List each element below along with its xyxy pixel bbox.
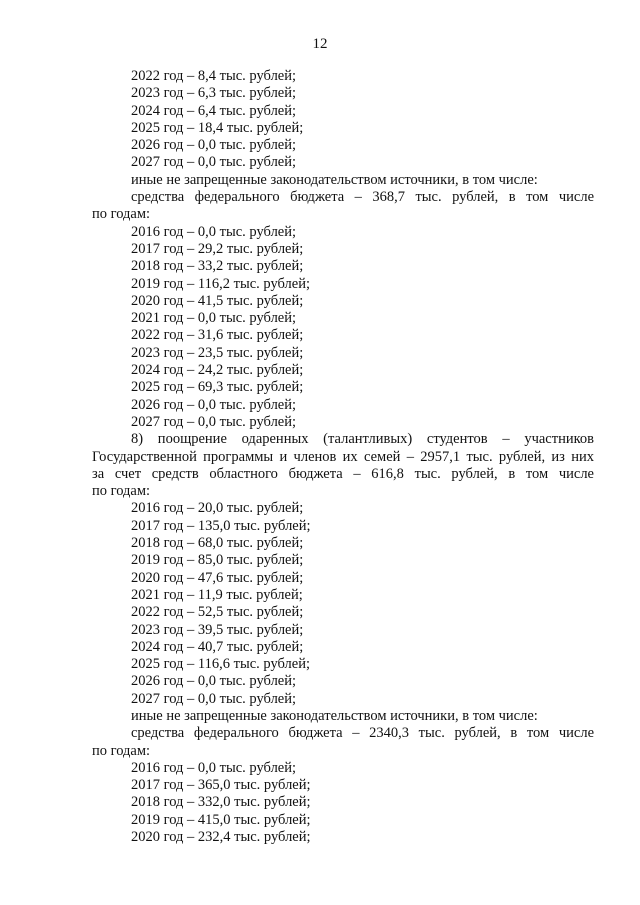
year-amount-line: 2018 год – 33,2 тыс. рублей; <box>131 258 304 275</box>
year-amount-line: 2019 год – 85,0 тыс. рублей; <box>131 552 304 569</box>
paragraph-line: 8) поощрение одаренных (талантливых) студентов – участников <box>131 431 594 448</box>
year-amount-line: 2026 год – 0,0 тыс. рублей; <box>131 137 297 154</box>
year-amount-line: 2027 год – 0,0 тыс. рублей; <box>131 413 297 430</box>
paragraph-line: иные не запрещенные законодательством источники, в том числе: <box>131 707 538 724</box>
year-amount-line: 2017 год – 29,2 тыс. рублей; <box>131 240 304 257</box>
year-amount-line: 2026 год – 0,0 тыс. рублей; <box>131 673 297 690</box>
year-amount-line: 2020 год – 47,6 тыс. рублей; <box>131 569 304 586</box>
year-amount-line: 2021 год – 11,9 тыс. рублей; <box>131 586 303 603</box>
year-amount-line: 2025 год – 116,6 тыс. рублей; <box>131 656 310 673</box>
year-amount-line: 2016 год – 0,0 тыс. рублей; <box>131 223 297 240</box>
year-amount-line: 2020 год – 232,4 тыс. рублей; <box>131 829 311 846</box>
year-amount-line: 2025 год – 69,3 тыс. рублей; <box>131 379 304 396</box>
paragraph-continuation-line: за счет средств областного бюджета – 616,8 тыс. рублей, в том числе <box>92 465 594 482</box>
year-amount-line: 2017 год – 365,0 тыс. рублей; <box>131 777 311 794</box>
year-amount-line: 2019 год – 415,0 тыс. рублей; <box>131 811 311 828</box>
year-amount-line: 2026 год – 0,0 тыс. рублей; <box>131 396 297 413</box>
year-amount-line: 2022 год – 52,5 тыс. рублей; <box>131 604 304 621</box>
year-amount-line: 2024 год – 24,2 тыс. рублей; <box>131 362 304 379</box>
year-amount-line: 2023 год – 6,3 тыс. рублей; <box>131 85 297 102</box>
year-amount-line: 2022 год – 31,6 тыс. рублей; <box>131 327 304 344</box>
year-amount-line: 2017 год – 135,0 тыс. рублей; <box>131 517 311 534</box>
year-amount-line: 2025 год – 18,4 тыс. рублей; <box>131 119 304 136</box>
year-amount-line: 2018 год – 68,0 тыс. рублей; <box>131 535 304 552</box>
paragraph-continuation-line: Государственной программы и членов их семей – 2957,1 тыс. рублей, из них <box>92 448 594 465</box>
paragraph-continuation-line: по годам: <box>92 483 151 500</box>
year-amount-line: 2027 год – 0,0 тыс. рублей; <box>131 690 297 707</box>
year-amount-line: 2023 год – 23,5 тыс. рублей; <box>131 344 304 361</box>
year-amount-line: 2019 год – 116,2 тыс. рублей; <box>131 275 310 292</box>
year-amount-line: 2016 год – 20,0 тыс. рублей; <box>131 500 304 517</box>
year-amount-line: 2018 год – 332,0 тыс. рублей; <box>131 794 311 811</box>
year-amount-line: 2021 год – 0,0 тыс. рублей; <box>131 310 297 327</box>
year-amount-line: 2027 год – 0,0 тыс. рублей; <box>131 154 297 171</box>
paragraph-continuation-line: по годам: <box>92 206 151 223</box>
year-amount-line: 2020 год – 41,5 тыс. рублей; <box>131 292 304 309</box>
year-amount-line: 2016 год – 0,0 тыс. рублей; <box>131 759 297 776</box>
year-amount-line: 2022 год – 8,4 тыс. рублей; <box>131 68 297 84</box>
year-amount-line: 2024 год – 6,4 тыс. рублей; <box>131 102 297 119</box>
paragraph-line: средства федерального бюджета – 2340,3 тыс. рублей, в том числе <box>131 725 594 742</box>
paragraph-continuation-line: по годам: <box>92 742 151 759</box>
year-amount-line: 2023 год – 39,5 тыс. рублей; <box>131 621 304 638</box>
year-amount-line: 2024 год – 40,7 тыс. рублей; <box>131 638 304 655</box>
document-body <box>92 68 594 846</box>
paragraph-line: средства федерального бюджета – 368,7 тыс. рублей, в том числе <box>131 189 594 206</box>
paragraph-line: иные не запрещенные законодательством источники, в том числе: <box>131 171 538 188</box>
page-number: 12 <box>312 36 328 52</box>
